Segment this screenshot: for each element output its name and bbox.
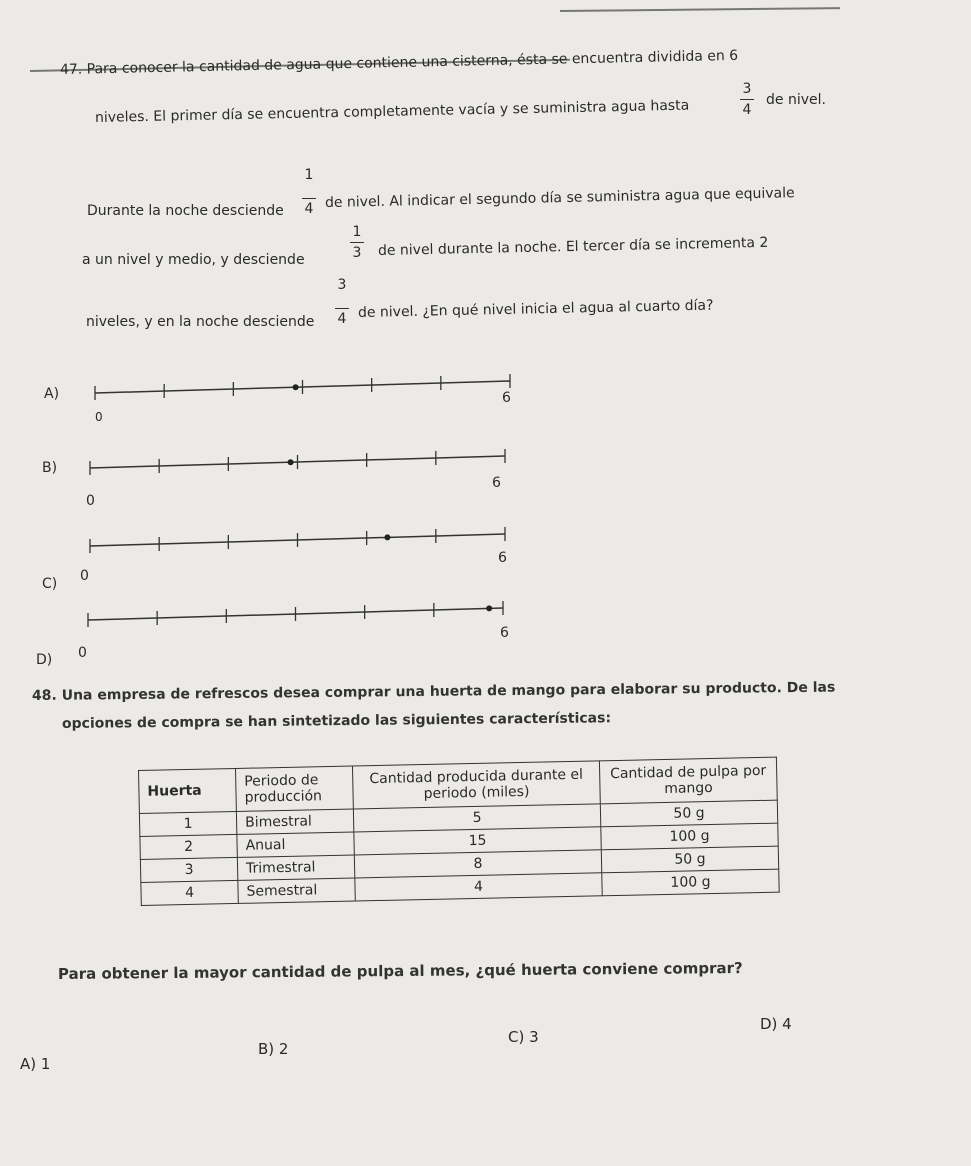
frac2-den: 4 (304, 201, 314, 217)
number-line-dot (288, 459, 294, 465)
q47-line2b: de nivel. (766, 92, 826, 108)
q48-line2: opciones de compra se han sintetizado las siguientes características: (61, 710, 612, 732)
answer-a[interactable]: A) 1 (20, 1055, 51, 1073)
cell-cantidad: 5 (353, 804, 600, 832)
q47-line3a: Durante la noche desciende (87, 203, 284, 219)
q47-line1: 47. Para conocer la cantidad de agua que contiene una cisterna, ésta se encuentra dividida en 6 (59, 47, 739, 78)
answer-d[interactable]: D) 4 (760, 1015, 792, 1033)
cell-cantidad: 8 (354, 850, 601, 878)
number-line-b (80, 440, 520, 480)
answer-c[interactable]: C) 3 (508, 1028, 539, 1046)
option-d-letter[interactable]: D) (36, 652, 53, 668)
frac3-den: 3 (352, 245, 362, 261)
option-b-start: 0 (86, 493, 95, 509)
q47-line5a: niveles, y en la noche desciende (86, 314, 315, 330)
q48-question: Para obtener la mayor cantidad de pulpa al mes, ¿qué huerta conviene comprar? (57, 959, 743, 983)
number-line-dot (384, 534, 390, 540)
frac4-den: 4 (337, 311, 347, 327)
answer-b[interactable]: B) 2 (258, 1040, 289, 1058)
cell-cantidad: 15 (354, 827, 601, 855)
frac4-num: 3 (337, 277, 347, 293)
header-pulpa: Cantidad de pulpa por mango (599, 757, 777, 804)
cell-pulpa: 50 g (601, 846, 778, 873)
number-line-c (80, 518, 520, 558)
q47-fraction-2 (302, 168, 316, 216)
cell-periodo: Bimestral (236, 809, 353, 834)
option-b-letter[interactable]: B) (42, 460, 58, 476)
option-c-end: 6 (498, 550, 507, 566)
option-c-letter[interactable]: C) (42, 576, 58, 592)
cell-periodo: Trimestral (237, 855, 354, 880)
q47-fraction-1 (740, 82, 754, 117)
frac1-den: 4 (742, 102, 752, 118)
q47-fraction-3 (350, 225, 364, 260)
q48-line1: 48. Una empresa de refrescos desea comprar una huerta de mango para elaborar su producto. De las (31, 679, 836, 704)
number-line-a (85, 365, 525, 405)
number-line-d (78, 592, 518, 632)
cell-periodo: Semestral (238, 878, 355, 903)
header-cantidad: Cantidad producida durante el periodo (miles) (352, 761, 600, 809)
top-rule-right (560, 7, 840, 12)
option-c-start: 0 (80, 568, 89, 584)
header-huerta: Huerta (139, 768, 237, 813)
q47-line4a: a un nivel y medio, y desciende (82, 252, 305, 268)
cell-pulpa: 50 g (600, 800, 777, 827)
frac3-num: 1 (352, 224, 362, 240)
cell-pulpa: 100 g (602, 869, 779, 896)
q47-fraction-4 (335, 278, 349, 326)
orchard-table (138, 757, 780, 906)
cell-huerta: 3 (140, 857, 237, 882)
option-b-end: 6 (492, 475, 501, 491)
q47-line3b: de nivel. Al indicar el segundo día se suministra agua que equivale (324, 185, 795, 211)
frac1-num: 3 (742, 81, 752, 97)
number-line-dot (293, 384, 299, 390)
cell-huerta: 4 (141, 880, 238, 905)
cell-cantidad: 4 (355, 873, 602, 901)
cell-periodo: Anual (237, 832, 354, 857)
orchard-table-wrap (138, 757, 780, 906)
cell-huerta: 1 (139, 811, 236, 836)
cell-huerta: 2 (140, 834, 237, 859)
cell-pulpa: 100 g (601, 823, 778, 850)
option-a-start: 0 (95, 410, 103, 424)
option-d-start: 0 (78, 645, 87, 661)
frac2-num: 1 (304, 167, 314, 183)
option-a-end: 6 (502, 390, 511, 406)
number-line-dot (486, 605, 492, 611)
option-d-end: 6 (500, 625, 509, 641)
q47-line5b: de nivel. ¿En qué nivel inicia el agua al cuarto día? (357, 297, 714, 321)
header-periodo: Periodo de producción (235, 766, 353, 811)
option-a-letter[interactable]: A) (44, 386, 60, 402)
q47-line2a: niveles. El primer día se encuentra completamente vacía y se suministra agua hasta (94, 97, 690, 126)
q47-line4b: de nivel durante la noche. El tercer día se incrementa 2 (377, 234, 769, 259)
